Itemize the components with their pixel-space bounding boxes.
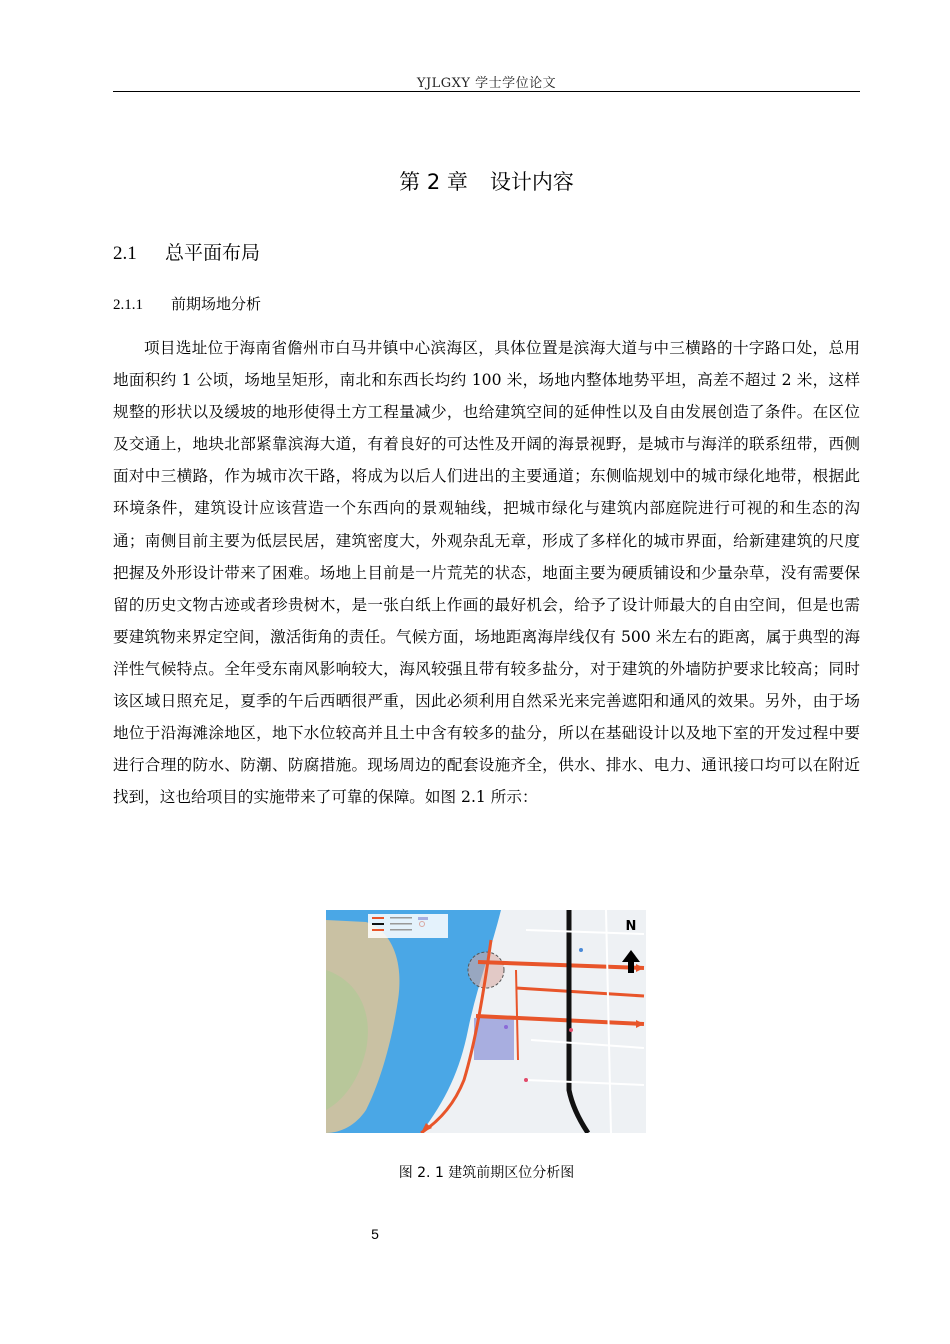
site-location-map (326, 910, 646, 1133)
section-number: 2.1 (113, 243, 137, 264)
chapter-heading (113, 166, 860, 196)
page-number: 5 (371, 1226, 379, 1242)
header-divider (113, 91, 860, 92)
section-heading (113, 238, 260, 265)
figure-caption: 图 2. 1 建筑前期区位分析图 (398, 1165, 575, 1181)
running-header: YJLGXY 学士学位论文 (416, 76, 557, 91)
subsection-heading (113, 293, 261, 314)
north-label: N (625, 919, 637, 934)
chapter-number: 第 2 章 (399, 170, 468, 194)
subsection-number: 2.1.1 (113, 297, 143, 313)
map-site-parcel (474, 1018, 514, 1060)
section-title: 总平面布局 (165, 242, 261, 264)
subsection-title: 前期场地分析 (171, 295, 262, 313)
body-paragraph: 项目选址位于海南省儋州市白马井镇中心滨海区，具体位置是滨海大道与中三横路的十字路口处，总用地面积约 1 公顷，场地呈矩形，南北和东西长均约 100 米，场地内整体地势平坦，高差不超过 2 米，这样规整的形状以及缓坡的地形使得土方工程量减少，也给建筑空间的延伸性以及自由发展创造了条件。在区位及交通上，地块北部紧靠滨海大道，有着良好的可达性及开阔的海景视野，是城市与海洋的联系纽带，西侧面对中三横路，作为城市次干路，将成为以后人们进出的主要通道；东侧临规划中的城市绿化地带，根据此环境条件，建筑设计应该营造一个东西向的景观轴线，把城市绿化与建筑内部庭院进行可视的和生态的沟通；南侧目前主要为低层民居，建筑密度大，外观杂乱无章，形成了多样化的城市界面，给新建建筑的尺度把握及外形设计带来了困难。场地上目前是一片荒芜的状态，地面主要为硬质铺设和少量杂草，没有需要保留的历史文物古迹或者珍贵树木，是一张白纸上作画的最好机会，给予了设计师最大的自由空间，但是也需要建筑物来界定空间，激活街角的责任。气候方面，场地距离海岸线仅有 500 米左右的距离，属于典型的海洋性气候特点。全年受东南风影响较大，海风较强且带有较多盐分，对于建筑的外墙防护要求比较高；同时该区域日照充足，夏季的午后西晒很严重，因此必须利用自然采光来完善遮阳和通风的效果。另外，由于场地位于沿海滩涂地区，地下水位较高并且土中含有较多的盐分，所以在基础设计以及地下室的开发过程中要进行合理的防水、防潮、防腐措施。现场周边的配套设施齐全，供水、排水、电力、通讯接口均可以在附近找到，这也给项目的实施带来了可靠的保障。如图 2.1 所示： (113, 339, 860, 807)
chapter-title: 设计内容 (489, 170, 574, 194)
